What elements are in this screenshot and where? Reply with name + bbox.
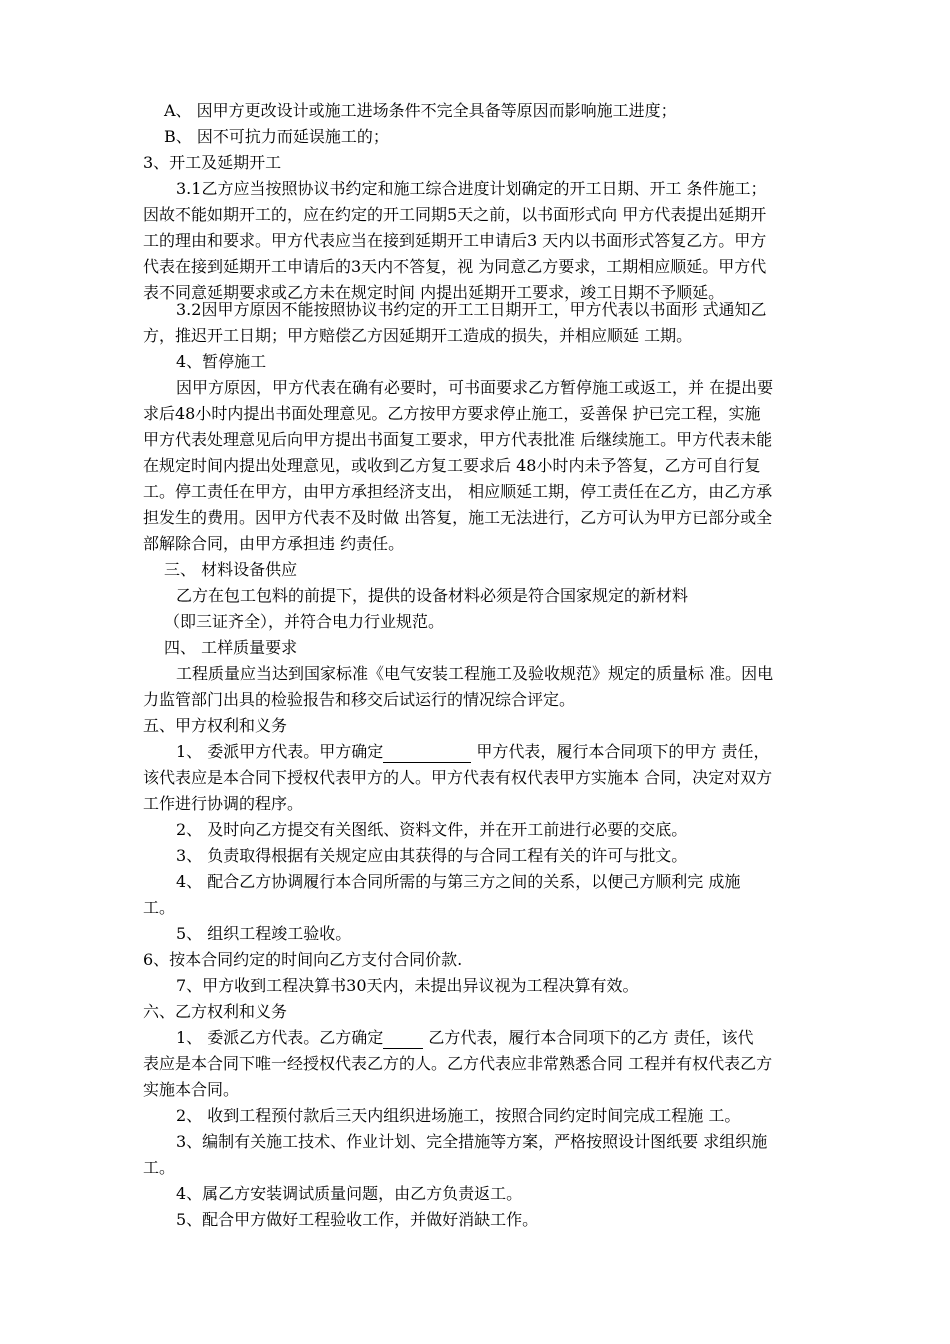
clause-text: 乙方代表，履行本合同项下的乙方 责任，该代 — [423, 1028, 754, 1047]
paragraph-line: 表不同意延期要求或乙方未在规定时间 内提出延期开工要求，竣工日期不予顺延。 — [143, 283, 725, 302]
paragraph-line: 5、配合甲方做好工程验收工作，并做好消缺工作。 — [176, 1210, 539, 1229]
paragraph-line: 6、按本合同约定的时间向乙方支付合同价款. — [143, 950, 463, 969]
party-a-representative-line — [176, 742, 769, 763]
paragraph-line: 代表在接到延期开工申请后的3天内不答复，视 为同意乙方要求，工期相应顺延。甲方代 — [143, 257, 767, 276]
paragraph-line: 力监管部门出具的检验报告和移交后试运行的情况综合评定。 — [143, 690, 576, 709]
paragraph-line: 部解除合同，由甲方承担违 约责任。 — [143, 534, 405, 553]
section-3-heading: 3、开工及延期开工 — [143, 153, 282, 172]
paragraph-line: 2、 及时向乙方提交有关图纸、资料文件，并在开工前进行必要的交底。 — [176, 820, 688, 839]
paragraph-line: 5、 组织工程竣工验收。 — [176, 924, 352, 943]
paragraph-line: 3.1乙方应当按照协议书约定和施工综合进度计划确定的开工日期、开工 条件施工； — [176, 179, 767, 198]
paragraph-line: 该代表应是本合同下授权代表甲方的人。甲方代表有权代表甲方实施本 合同，决定对双方 — [143, 768, 773, 787]
paragraph-line: 工作进行协调的程序。 — [143, 794, 304, 813]
party-b-representative-line — [176, 1028, 753, 1049]
paragraph-line: 因故不能如期开工的，应在约定的开工同期5天之前，以书面形式向 甲方代表提出延期开 — [143, 205, 767, 224]
clause-text: 甲方代表，履行本合同项下的甲方 责任， — [471, 742, 770, 761]
clause-text: 1、 委派乙方代表。乙方确定 — [176, 1028, 384, 1047]
paragraph-line: 乙方在包工包料的前提下，提供的设备材料必须是符合国家规定的新材料 — [176, 586, 689, 605]
paragraph-line: 方，推迟开工日期；甲方赔偿乙方因延期开工造成的损失，并相应顺延 工期。 — [143, 326, 693, 345]
paragraph-line: 担发生的费用。因甲方代表不及时做 出答复，施工无法进行，乙方可认为甲方已部分或全 — [143, 508, 773, 527]
paragraph-line: 工。 — [143, 898, 176, 917]
paragraph-line: 3、 负责取得根据有关规定应由其获得的与合同工程有关的许可与批文。 — [176, 846, 688, 865]
clause-b: B、 因不可抗力而延误施工的； — [164, 127, 389, 146]
paragraph-line: 工。 — [143, 1158, 176, 1177]
section-five-heading: 五、甲方权利和义务 — [143, 716, 288, 735]
paragraph-line: 表应是本合同下唯一经授权代表乙方的人。乙方代表应非常熟悉合同 工程并有权代表乙方 — [143, 1054, 773, 1073]
paragraph-line: 因甲方原因，甲方代表在确有必要时，可书面要求乙方暂停施工或返工，并 在提出要 — [176, 378, 774, 397]
paragraph-line: 3.2因甲方原因不能按照协议书约定的开工工日期开工，甲方代表以书面形 式通知乙 — [176, 300, 767, 319]
paragraph-line: 工程质量应当达到国家标准《电气安装工程施工及验收规范》规定的质量标 准。因电 — [176, 664, 774, 683]
section-4-heading: 4、暂停施工 — [176, 352, 267, 371]
paragraph-line: 实施本合同。 — [143, 1080, 240, 1099]
paragraph-line: 4、 配合乙方协调履行本合同所需的与第三方之间的关系，以便己方顺利完 成施 — [176, 872, 741, 891]
section-three-heading: 三、 材料设备供应 — [164, 560, 298, 579]
section-six-heading: 六、乙方权利和义务 — [143, 1002, 288, 1021]
blank-fill-line — [383, 742, 471, 763]
paragraph-line: 4、属乙方安装调试质量问题，由乙方负责返工。 — [176, 1184, 523, 1203]
paragraph-line: 2、 收到工程预付款后三天内组织进场施工，按照合同约定时间完成工程施 工。 — [176, 1106, 741, 1125]
paragraph-line: 工的理由和要求。甲方代表应当在接到延期开工申请后3 天内以书面形式答复乙方。甲方 — [143, 231, 767, 250]
paragraph-line: 在规定时间内提出处理意见，或收到乙方复工要求后 48小时内未予答复，乙方可自行复 — [143, 456, 761, 475]
blank-fill-line — [383, 1028, 423, 1049]
paragraph-line: 甲方代表处理意见后向甲方提出书面复工要求，甲方代表批准 后继续施工。甲方代表未能 — [143, 430, 773, 449]
paragraph-line: 7、甲方收到工程决算书30天内，未提出异议视为工程决算有效。 — [176, 976, 639, 995]
clause-text: 1、 委派甲方代表。甲方确定 — [176, 742, 384, 761]
paragraph-line: 求后48小时内提出书面处理意见。乙方按甲方要求停止施工，妥善保 护已完工程，实施 — [143, 404, 761, 423]
paragraph-line: 3、编制有关施工技术、作业计划、完全措施等方案，严格按照设计图纸要 求组织施 — [176, 1132, 768, 1151]
paragraph-line: 工。停工责任在甲方，由甲方承担经济支出， 相应顺延工期，停工责任在乙方，由乙方承 — [143, 482, 773, 501]
paragraph-line: （即三证齐全），并符合电力行业规范。 — [164, 612, 445, 631]
section-four-heading: 四、 工样质量要求 — [164, 638, 298, 657]
clause-a: A、 因甲方更改设计或施工进场条件不完全具备等原因而影响施工进度； — [164, 101, 677, 120]
